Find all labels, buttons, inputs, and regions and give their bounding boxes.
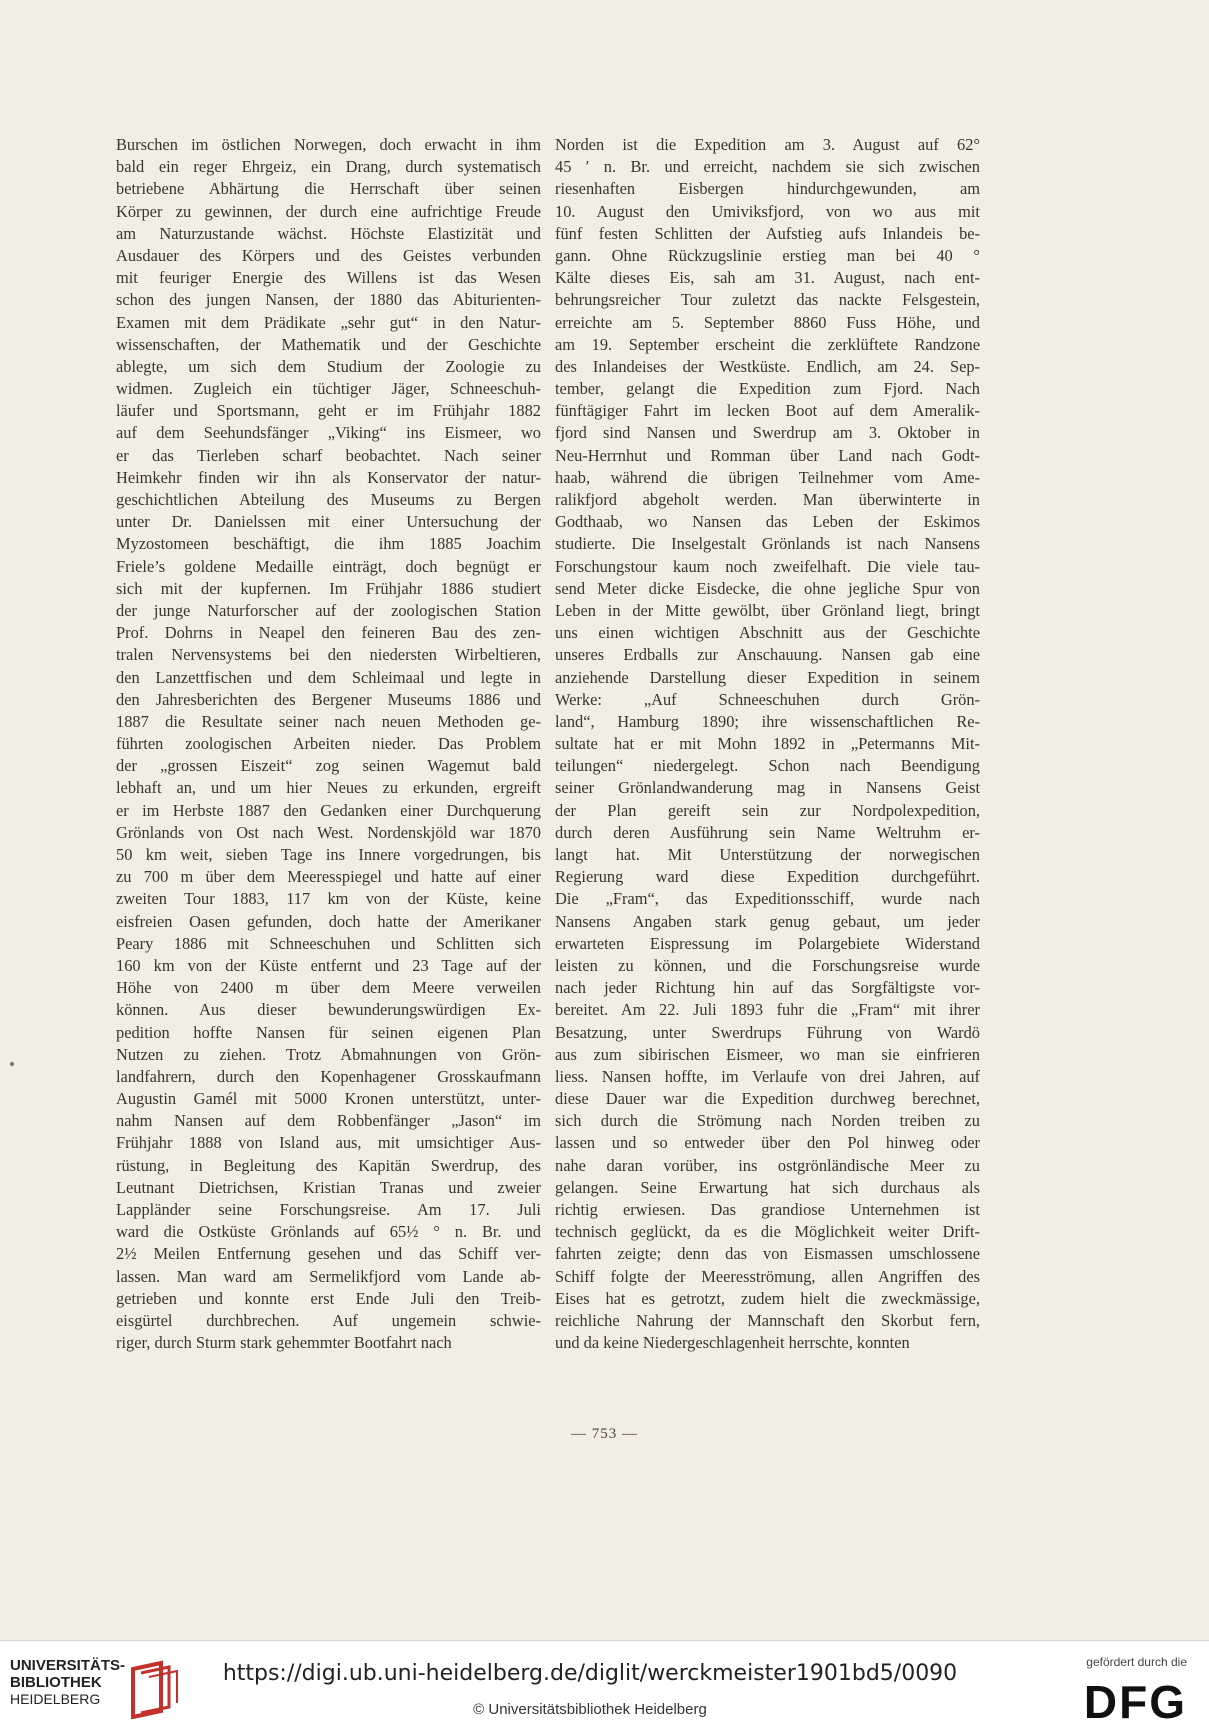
text-line: Peary 1886 mit Schneeschuhen und Schlitten sich (116, 933, 541, 953)
text-line: reichliche Nahrung der Mannschaft den Skorbut fern, (555, 1310, 980, 1330)
text-line: am 19. September erscheint die zerklüftete Randzone (555, 334, 980, 354)
text-line: behrungsreicher Tour zuletzt das nackte Felsgestein, (555, 290, 980, 310)
text-line: lebhaft an, und um hier Neues zu erkunden, ergreift (116, 778, 541, 798)
text-line: Examen mit dem Prädikate „sehr gut“ in den Natur- (116, 312, 541, 332)
dfg-logo[interactable]: DFG (1083, 1676, 1187, 1728)
text-line: fünf festen Schlitten der Aufstieg aufs Inlandeis be- (555, 223, 980, 243)
logo-line-2: BIBLIOTHEK (10, 1674, 102, 1691)
text-line: gelangen. Seine Erwartung hat sich durchaus als (555, 1177, 980, 1197)
text-line: unter Dr. Danielssen mit einer Untersuchung der (116, 512, 541, 532)
text-line: betriebene Abhärtung die Herrschaft über seinen (116, 179, 541, 199)
text-line: lassen und so entweder über den Pol hinweg oder (555, 1133, 980, 1153)
text-line: teilungen“ niedergelegt. Schon nach Beendigung (555, 756, 980, 776)
text-line: ward die Ostküste Grönlands auf 65½ ° n. Br. und (116, 1222, 541, 1242)
text-line: Myzostomeen beschäftigt, die ihm 1885 Joachim (116, 534, 541, 554)
text-line: führten zoologischen Arbeiten nieder. Das Problem (116, 734, 541, 754)
margin-mark (10, 1062, 14, 1066)
text-line: Schiff folgte der Meeresströmung, allen Angriffen des (555, 1266, 980, 1286)
text-line: 10. August den Umiviksfjord, von wo aus mit (555, 201, 980, 221)
text-line: eisgürtel durchbrechen. Auf ungemein schwie- (116, 1310, 541, 1330)
text-line: Höhe von 2400 m über dem Meere verweilen (116, 978, 541, 998)
text-line: mit feuriger Energie des Willens ist das Wesen (116, 268, 541, 288)
text-line: 160 km von der Küste entfernt und 23 Tage auf der (116, 955, 541, 975)
text-line: riesenhaften Eisbergen hindurchgewunden, am (555, 179, 980, 199)
text-line: 50 km weit, sieben Tage ins Innere vorgedrungen, bis (116, 845, 541, 864)
text-line: Lappländer seine Forschungsreise. Am 17. Juli (116, 1200, 541, 1219)
text-line: Prof. Dohrns in Neapel den feineren Bau des zen- (116, 623, 541, 643)
text-line: 1887 die Resultate seiner nach neuen Methoden ge- (116, 711, 541, 731)
text-line: erreichte am 5. September 8860 Fuss Höhe, und (555, 312, 980, 332)
text-line: Eises hat es getrotzt, zudem hielt die zweckmässige, (555, 1288, 980, 1308)
ub-heidelberg-emblem-icon (125, 1659, 185, 1719)
text-line: Frühjahr 1888 von Island aus, mit umsichtiger Aus- (116, 1133, 541, 1153)
text-line: Kälte dieses Eis, sah am 31. August, nach ent- (555, 268, 980, 288)
text-line: nahm Nansen auf dem Robbenfänger „Jason“ im (116, 1111, 541, 1131)
text-line: rüstung, in Begleitung des Kapitän Swerdrup, des (116, 1155, 541, 1175)
text-line: riger, durch Sturm stark gehemmter Bootfahrt nach (116, 1333, 452, 1353)
text-line: Die „Fram“, das Expeditionsschiff, wurde nach (555, 889, 980, 909)
text-line: am Naturzustande wächst. Höchste Elastizität und (116, 223, 541, 243)
text-line: der Plan gereift sein zur Nordpolexpedition, (555, 800, 980, 820)
text-line: tralen Nervensystems bei den niedersten Wirbeltieren, (116, 645, 541, 665)
text-line: sich durch die Strömung nach Norden treiben zu (555, 1111, 980, 1131)
text-line: uns einen wichtigen Abschnitt aus der Geschichte (555, 623, 980, 643)
text-line: seiner Grönlandwanderung mag in Nansens Geist (555, 778, 980, 798)
text-line: tember, gelangt die Expedition zum Fjord. Nach (555, 379, 980, 399)
text-line: Forschungstour kaum noch zweifelhaft. Die viele tau- (555, 556, 980, 576)
text-line: gann. Ohne Rückzugslinie erstieg man bei 40 ° (555, 245, 980, 265)
text-line: Nansens Angaben stark genug gebaut, um jeder (555, 911, 980, 931)
text-column-right (555, 134, 980, 1354)
text-column-left (116, 134, 541, 1354)
text-line: den Jahresberichten des Bergener Museums 1886 und (116, 689, 541, 709)
text-line: der junge Naturforscher auf der zoologischen Station (116, 600, 541, 620)
text-line: zu 700 m über dem Meeresspiegel und hatte auf einer (116, 867, 541, 887)
text-line: Werke: „Auf Schneeschuhen durch Grön- (555, 689, 980, 709)
text-line: des Inlandeises der Westküste. Endlich, am 24. Sep- (555, 356, 980, 376)
text-line: der „grossen Eiszeit“ zog seinen Wagemut bald (116, 756, 541, 776)
text-line: erwarteten Eispressung im Polargebiete Widerstand (555, 933, 980, 953)
text-line: Burschen im östlichen Norwegen, doch erwacht in ihm (116, 135, 541, 154)
text-line: er im Herbste 1887 den Gedanken einer Durchquerung (116, 800, 541, 820)
text-line: fünftägiger Fahrt im lecken Boot auf dem Ameralik- (555, 401, 980, 421)
text-line: Heimkehr finden wir ihn als Konservator der natur- (116, 467, 541, 487)
text-line: zweiten Tour 1883, 117 km von der Küste, keine (116, 889, 541, 909)
text-line: lassen. Man ward am Sermelikfjord vom Lande ab- (116, 1266, 541, 1286)
logo-text (10, 1657, 125, 1708)
text-line: wissenschaften, der Mathematik und der Geschichte (116, 334, 541, 354)
text-line: studierte. Die Inselgestalt Grönlands ist nach Nansens (555, 534, 980, 554)
funded-by-label: gefördert durch die (1086, 1655, 1187, 1669)
text-line: landfahrern, durch den Kopenhagener Grosskaufmann (116, 1066, 541, 1086)
text-line: schon des jungen Nansen, der 1880 das Abiturienten- (116, 290, 541, 310)
text-line: getrieben und konnte erst Ende Juli den Treib- (116, 1288, 541, 1308)
text-line: läufer und Sportsmann, geht er im Frühjahr 1882 (116, 401, 541, 421)
text-line: Leben in der Mitte gewölbt, über Grönland liegt, bringt (555, 600, 980, 620)
text-line: Ausdauer des Körpers und des Geistes verbunden (116, 245, 541, 265)
text-line: fahrten zeigte; denn das von Eismassen umschlossene (555, 1244, 980, 1264)
text-line: bereitet. Am 22. Juli 1893 fuhr die „Fram“ mit ihrer (555, 1000, 980, 1020)
footer-bar (0, 1640, 1209, 1733)
text-line: 45 ′ n. Br. und erreicht, nachdem sie sich zwischen (555, 157, 980, 177)
text-line: sich mit der kupfernen. Im Frühjahr 1886 studiert (116, 578, 541, 598)
document-url-link[interactable]: https://digi.ub.uni-heidelberg.de/diglit/werckmeister1901bd5/0090 (222, 1661, 958, 1686)
text-line: anziehende Darstellung dieser Expedition in seinem (555, 667, 980, 687)
text-line: diese Dauer war die Expedition durchweg berechnet, (555, 1089, 980, 1109)
text-line: Körper zu gewinnen, der durch eine aufrichtige Freude (116, 201, 541, 221)
text-line: Leutnant Dietrichsen, Kristian Tranas und zweier (116, 1177, 541, 1197)
text-line: pedition hoffte Nansen für seinen eigenen Plan (116, 1022, 541, 1042)
logo-line-1: UNIVERSITÄTS- (10, 1657, 126, 1674)
text-line: Neu-Herrnhut und Romman über Land nach Godt- (555, 445, 980, 465)
text-line: langt hat. Mit Unterstützung der norwegischen (555, 845, 980, 864)
text-line: durch deren Ausführung sein Name Weltruhm er- (555, 822, 980, 842)
text-line: fjord sind Nansen und Swerdrup am 3. Oktober in (555, 423, 980, 443)
text-line: ablegte, um sich dem Studium der Zoologie zu (116, 356, 541, 376)
text-line: 2½ Meilen Entfernung gesehen und das Schiff ver- (116, 1244, 541, 1264)
text-line: liess. Nansen hoffte, im Verlaufe von drei Jahren, auf (555, 1066, 980, 1086)
text-line: send Meter dicke Eisdecke, die ohne jegliche Spur von (555, 578, 980, 598)
text-line: Norden ist die Expedition am 3. August auf 62° (555, 135, 980, 154)
text-line: widmen. Zugleich ein tüchtiger Jäger, Schneeschuh- (116, 379, 541, 399)
text-line: nach jeder Richtung hin auf das Sorgfältigste vor- (555, 978, 980, 998)
text-line: Augustin Gamél mit 5000 Kronen unterstützt, unter- (116, 1089, 541, 1109)
text-line: bald ein reger Ehrgeiz, ein Drang, durch systematisch (116, 157, 541, 177)
text-line: land“, Hamburg 1890; ihre wissenschaftlichen Re- (555, 711, 980, 731)
text-line: können. Aus dieser bewunderungswürdigen Ex- (116, 1000, 541, 1020)
text-line: sultate hat er mit Mohn 1892 in „Petermanns Mit- (555, 734, 980, 754)
text-line: auf dem Seehundsfänger „Viking“ ins Eismeer, wo (116, 423, 541, 443)
text-line: ralikfjord abgeholt werden. Man überwinterte in (555, 490, 980, 509)
text-line: Friele’s goldene Medaille einträgt, doch begnügt er (116, 556, 541, 576)
text-line: haab, während die übrigen Teilnehmer vom Ame- (555, 467, 980, 487)
text-line: eisfreien Oasen gefunden, doch hatte der Amerikaner (116, 911, 541, 931)
text-line: leisten zu können, und die Forschungsreise wurde (555, 955, 980, 975)
text-line: nahe daran vorüber, ins ostgrönländische Meer zu (555, 1155, 980, 1175)
text-line: geschichtlichen Abteilung des Museums zu Bergen (116, 490, 541, 509)
ub-heidelberg-logo[interactable] (10, 1657, 200, 1721)
text-line: richtig erwiesen. Das grandiose Unternehmen ist (555, 1200, 980, 1219)
text-line: aus zum sibirischen Eismeer, wo man sie einfrieren (555, 1044, 980, 1064)
copyright-notice: © Universitätsbibliothek Heidelberg (473, 1701, 707, 1718)
text-line: den Lanzettfischen und dem Schleimaal und legte in (116, 667, 541, 687)
page-number: — 753 — (571, 1426, 638, 1442)
text-line: unseres Erdballs zur Anschauung. Nansen gab eine (555, 645, 980, 665)
text-line: Godthaab, wo Nansen das Leben der Eskimos (555, 512, 980, 532)
text-line: er das Tierleben scharf beobachtet. Nach seiner (116, 445, 541, 465)
text-line: Besatzung, unter Swerdrups Führung von Wardö (555, 1022, 980, 1042)
text-line: Regierung ward diese Expedition durchgeführt. (555, 867, 980, 887)
text-line: Nutzen zu ziehen. Trotz Abmahnungen von Grön- (116, 1044, 541, 1064)
text-line: und da keine Niedergeschlagenheit herrschte, konnten (555, 1333, 910, 1353)
text-line: Grönlands von Ost nach West. Nordenskjöld war 1870 (116, 822, 541, 842)
text-line: technisch geglückt, da es die Möglichkeit weiter Drift- (555, 1222, 980, 1242)
logo-line-3: HEIDELBERG (10, 1691, 101, 1707)
